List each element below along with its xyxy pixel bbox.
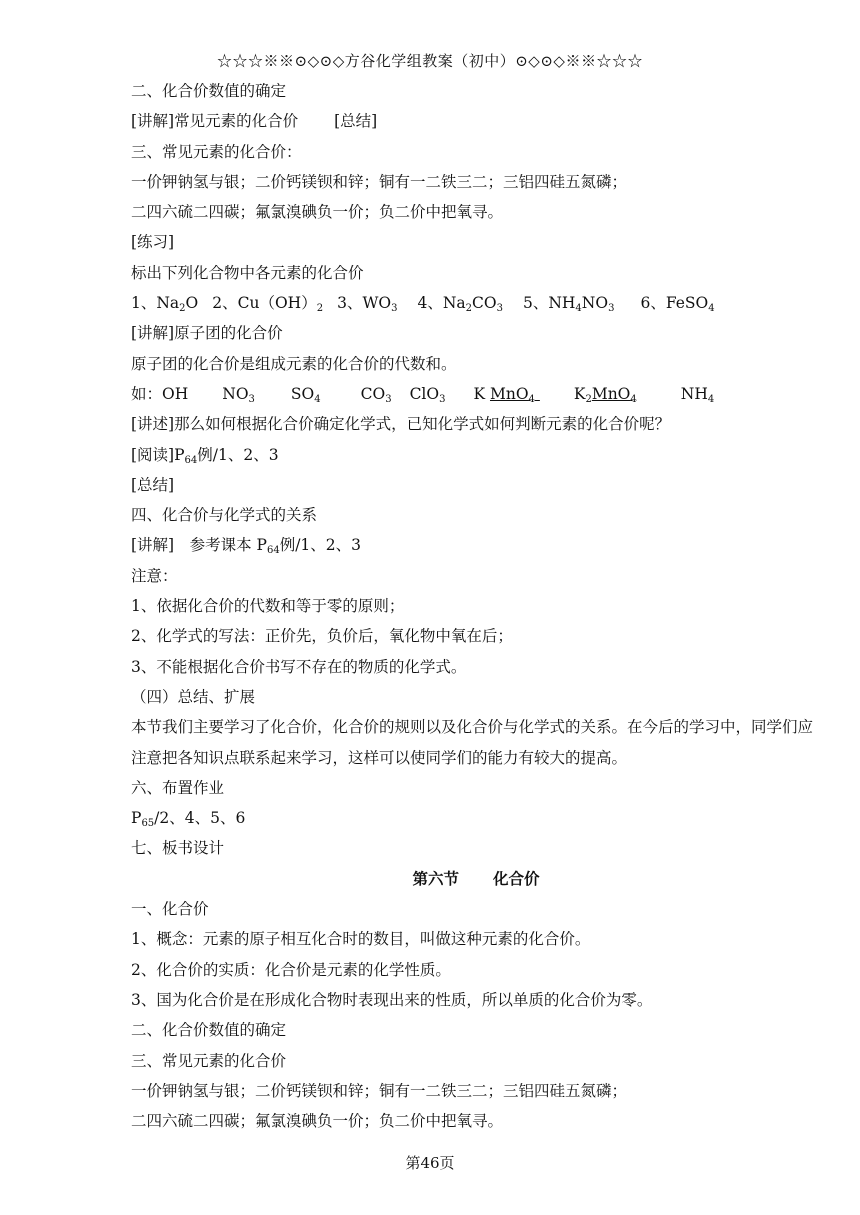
section-heading: 三、常见元素的化合价 [131, 1051, 287, 1070]
section-heading: 六、布置作业 [131, 778, 225, 797]
mnemonic-line: 一价钾钠氢与银；二价钙镁钡和锌；铜有一二铁三二；三铝四硅五氮磷； [131, 172, 628, 191]
text-line: [讲解]原子团的化合价 [131, 324, 283, 343]
page-header: ☆☆☆※※⊙◇⊙◇方谷化学组教案（初中）⊙◇⊙◇※※☆☆☆ [217, 52, 643, 70]
text-line: [阅读]$P_{64}$例/1、2、3 [131, 445, 279, 466]
section-heading: 三、常见元素的化合价： [131, 142, 302, 161]
mnemonic-line: 二四六硫二四碳；氟氯溴碘负一价；负二价中把氧寻。 [131, 203, 504, 222]
text-line: 原子团的化合价是组成元素的化合价的代数和。 [131, 354, 457, 373]
text-line: [讲解]常见元素的化合价 [总结] [131, 112, 378, 131]
compound-list: 1、$Na_2O$ 2、$Cu(OH)_2$ 3、$WO_3$ 4、$Na_2CO_3$ 5、$NH_4NO_3$ 6、FeSO$_4$ [131, 294, 715, 315]
document-body [131, 76, 821, 1136]
page-number: 第46页 [405, 1154, 455, 1172]
section-heading: 一、化合价 [131, 900, 209, 919]
list-item: 3、不能根据化合价书写不存在的物质的化学式。 [131, 657, 467, 676]
text-line: $P_{65}/2$、4、5、6 [131, 809, 246, 830]
paragraph: 本节我们主要学习了化合价，化合价的规则以及化合价与化学式的关系。在今后的学习中，同学们应注意把各知识点联系起来学习，这样可以使同学们的能力有较大的提高。 [131, 718, 814, 767]
section-heading: 四、化合价与化学式的关系 [131, 506, 318, 525]
section-heading: 二、化合价数值的确定 [131, 1021, 287, 1040]
list-item: 2、化学式的写法：正价先，负价后，氧化物中氧在后； [131, 627, 513, 646]
text-line: [讲解] 参考课本 $P_{64}$例/1、2、3 [131, 536, 361, 557]
list-item: 2、化合价的实质：化合价是元素的化学性质。 [131, 960, 451, 979]
list-item: 1、概念：元素的原子相互化合时的数目，叫做这种元素的化合价。 [131, 930, 591, 949]
board-title: 第六节 化合价 [412, 868, 540, 888]
section-heading: （四）总结、扩展 [131, 687, 256, 706]
text-line: 注意： [131, 566, 178, 585]
text-line: 标出下列化合物中各元素的化合价 [131, 263, 364, 282]
list-item: 1、依据化合价的代数和等于零的原则； [131, 597, 405, 616]
mnemonic-line: 二四六硫二四碳；氟氯溴碘负一价；负二价中把氧寻。 [131, 1112, 504, 1131]
text-line: [练习] [131, 233, 175, 252]
list-item: 3、国为化合价是在形成化合物时表现出来的性质，所以单质的化合价为零。 [131, 990, 653, 1009]
text-line: [讲述]那么如何根据化合价确定化学式，已知化学式如何判断元素的化合价呢？ [131, 415, 671, 434]
radical-list: 如：OH $NO_3$ $SO_4$ $CO_3$ ClO$_3$ K MnO$_4$ $K_2MnO_4$ $NH_4$ [131, 384, 715, 405]
mnemonic-line: 一价钾钠氢与银；二价钙镁钡和锌；铜有一二铁三二；三铝四硅五氮磷； [131, 1081, 628, 1100]
section-heading: 七、板书设计 [131, 839, 225, 858]
text-line: [总结] [131, 475, 175, 494]
section-heading: 二、化合价数值的确定 [131, 82, 287, 100]
